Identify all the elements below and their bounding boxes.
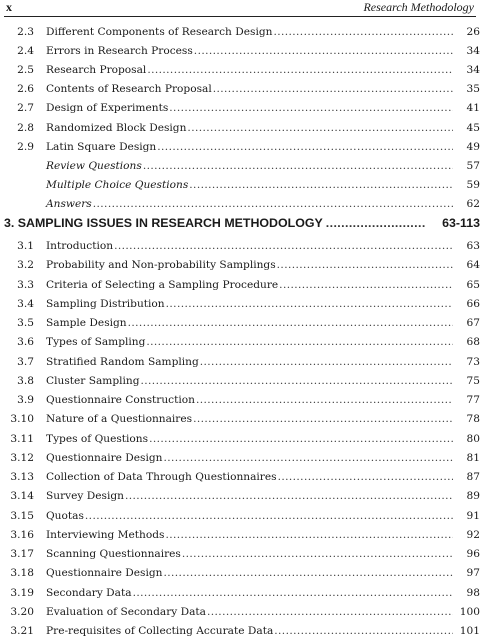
toc-entry	[4, 122, 480, 138]
page-number-ref: 68	[466, 336, 480, 349]
page-number-ref: 89	[466, 490, 480, 503]
dot-leader	[196, 394, 453, 406]
section-number: 3.12	[10, 451, 34, 464]
dot-leader	[163, 567, 453, 579]
section-number: 3.21	[10, 625, 34, 637]
chapter-page-range: 63-113	[442, 216, 480, 230]
dot-leader	[200, 356, 453, 368]
section-title: Multiple Choice Questions	[46, 178, 189, 191]
dot-leader	[187, 122, 453, 134]
toc-entry	[4, 510, 480, 526]
section-title: Latin Square Design	[46, 140, 157, 153]
dot-leader	[163, 452, 453, 464]
section-number: 3.5	[17, 317, 34, 329]
toc-entry	[4, 26, 480, 42]
dot-leader	[125, 490, 453, 502]
section-title: Quotas	[46, 509, 84, 522]
section-title: Cluster Sampling	[46, 374, 140, 387]
section-title: Research Proposal	[46, 64, 147, 77]
dot-leader	[182, 548, 453, 560]
page-number-ref: 64	[466, 259, 480, 272]
section-number: 3.1	[17, 240, 34, 252]
page-number-ref: 41	[466, 102, 480, 115]
section-title: Evaluation of Secondary Data	[46, 605, 206, 618]
page-number-ref: 63	[466, 240, 480, 252]
section-title: Collection of Data Through Questionnaires	[46, 471, 277, 483]
dot-leader	[194, 45, 453, 57]
dot-leader	[165, 529, 453, 541]
page-number: x	[6, 0, 12, 14]
section-number: 3.19	[10, 586, 34, 599]
section-number: 3.17	[10, 548, 34, 560]
toc-entry	[4, 606, 480, 622]
section-number: 3.16	[10, 528, 34, 541]
page-number-ref: 77	[466, 394, 480, 406]
dot-leader	[146, 336, 453, 348]
section-number: 2.7	[17, 102, 34, 115]
dot-leader	[166, 298, 453, 310]
section-title: Questionnaire Design	[46, 567, 163, 580]
toc-entry	[4, 259, 480, 275]
dot-leader	[279, 279, 453, 291]
toc-entry	[4, 141, 480, 157]
section-number: 2.6	[17, 83, 34, 96]
page-number-ref: 49	[466, 140, 480, 153]
dot-leader	[128, 317, 453, 329]
toc-entry	[4, 336, 480, 352]
dot-leader	[277, 259, 453, 271]
toc-entry	[4, 433, 480, 449]
section-title: Different Components of Research Design	[46, 26, 273, 38]
section-title: Scanning Questionnaires	[46, 548, 181, 560]
page-number-ref: 81	[466, 451, 480, 464]
page-number-ref: 73	[466, 355, 480, 368]
page-number-ref: 78	[466, 413, 480, 426]
page-number-ref: 100	[459, 605, 480, 618]
section-title: Answers	[46, 197, 92, 210]
section-title: Design of Experiments	[46, 102, 169, 115]
section-number: 3.8	[17, 374, 34, 387]
page-number-ref: 59	[466, 178, 480, 191]
section-title: Randomized Block Design	[46, 121, 187, 134]
section-title: Sampling Distribution	[46, 297, 165, 310]
dot-leader	[85, 510, 453, 522]
section-title: Types of Sampling	[46, 336, 146, 349]
page-number-ref: 34	[466, 64, 480, 77]
toc-entry	[4, 64, 480, 80]
section-number: 2.5	[17, 64, 34, 77]
toc-entry	[4, 587, 480, 603]
dot-leader	[93, 198, 453, 210]
toc-entry	[4, 529, 480, 545]
section-number: 3.2	[17, 259, 34, 272]
section-title: Sample Design	[46, 317, 127, 329]
chapter-title: 3. SAMPLING ISSUES IN RESEARCH METHODOLOGY	[4, 216, 323, 230]
section-number: 3.14	[10, 490, 34, 503]
toc-entry	[4, 160, 480, 176]
page-header	[4, 0, 476, 17]
section-title: Probability and Non-probability Samplings	[46, 259, 276, 272]
dot-leader	[157, 141, 453, 153]
section-title: Types of Questions	[46, 432, 149, 445]
toc-entry	[4, 548, 480, 564]
section-number: 3.4	[17, 297, 34, 310]
page-number-ref: 45	[466, 121, 480, 134]
page-number-ref: 57	[466, 159, 480, 172]
dot-leader	[149, 433, 453, 445]
section-number: 3.10	[10, 413, 34, 426]
toc-entry	[4, 240, 480, 256]
toc-entry	[4, 452, 480, 468]
page-number-ref: 66	[466, 297, 480, 310]
page-number-ref: 97	[466, 567, 480, 580]
section-title: Review Questions	[46, 159, 142, 172]
page-number-ref: 92	[466, 528, 480, 541]
section-number: 3.9	[17, 394, 34, 406]
toc-entry	[4, 279, 480, 295]
dot-leader	[273, 26, 453, 38]
dot-leader	[326, 216, 425, 230]
dot-leader	[189, 179, 453, 191]
dot-leader	[169, 102, 453, 114]
dot-leader	[147, 64, 453, 76]
section-title: Nature of a Questionnaires	[46, 413, 193, 426]
toc-entry	[4, 317, 480, 333]
chapter-heading	[4, 216, 480, 234]
toc-entry	[4, 83, 480, 99]
section-number: 3.15	[10, 509, 34, 522]
toc-entry	[4, 298, 480, 314]
section-title: Survey Design	[46, 490, 124, 503]
page-number-ref: 34	[466, 45, 480, 58]
dot-leader	[114, 240, 453, 252]
section-number: 3.7	[17, 355, 34, 368]
page-number-ref: 35	[466, 83, 480, 96]
section-title: Introduction	[46, 240, 114, 252]
toc-entry	[4, 45, 480, 61]
section-title: Stratified Random Sampling	[46, 355, 199, 368]
section-number: 2.4	[17, 45, 34, 58]
section-title: Questionnaire Design	[46, 451, 163, 464]
page-number-ref: 26	[466, 26, 480, 38]
section-number: 3.13	[10, 471, 34, 483]
page-number-ref: 80	[466, 432, 480, 445]
section-title: Contents of Research Proposal	[46, 83, 212, 96]
dot-leader	[213, 83, 453, 95]
toc-entry	[4, 198, 480, 214]
section-number: 2.9	[17, 140, 34, 153]
page-number-ref: 87	[466, 471, 480, 483]
dot-leader	[143, 160, 453, 172]
section-number: 3.3	[17, 278, 34, 291]
section-number: 3.11	[10, 432, 34, 445]
toc-entry	[4, 471, 480, 487]
section-number: 2.3	[17, 26, 34, 38]
toc-entry	[4, 356, 480, 372]
dot-leader	[207, 606, 453, 618]
toc-entry	[4, 102, 480, 118]
page-number-ref: 75	[466, 374, 480, 387]
page-number-ref: 101	[459, 625, 480, 637]
page-number-ref: 91	[466, 509, 480, 522]
dot-leader	[141, 375, 454, 387]
dot-leader	[278, 471, 453, 483]
section-number: 3.18	[10, 567, 34, 580]
section-title: Errors in Research Process	[46, 45, 193, 58]
section-title: Interviewing Methods	[46, 528, 165, 541]
section-title: Pre-requisites of Collecting Accurate Data	[46, 625, 274, 637]
toc-entry	[4, 625, 480, 641]
page-number-ref: 96	[466, 548, 480, 560]
section-title: Secondary Data	[46, 586, 132, 599]
page-number-ref: 65	[466, 278, 480, 291]
section-number: 3.6	[17, 336, 34, 349]
dot-leader	[133, 587, 453, 599]
toc-entry	[4, 375, 480, 391]
section-number: 3.20	[10, 605, 34, 618]
running-title: Research Methodology	[363, 0, 474, 14]
section-title: Criteria of Selecting a Sampling Procedure	[46, 278, 279, 291]
toc-entry	[4, 413, 480, 429]
toc-entry	[4, 490, 480, 506]
page-number-ref: 98	[466, 586, 480, 599]
toc-entry	[4, 179, 480, 195]
toc-entry	[4, 567, 480, 583]
page-number-ref: 67	[466, 317, 480, 329]
dot-leader	[193, 413, 453, 425]
section-title: Questionnaire Construction	[46, 394, 195, 406]
dot-leader	[274, 625, 453, 637]
page-number-ref: 62	[466, 197, 480, 210]
toc-entry	[4, 394, 480, 410]
section-number: 2.8	[17, 121, 34, 134]
